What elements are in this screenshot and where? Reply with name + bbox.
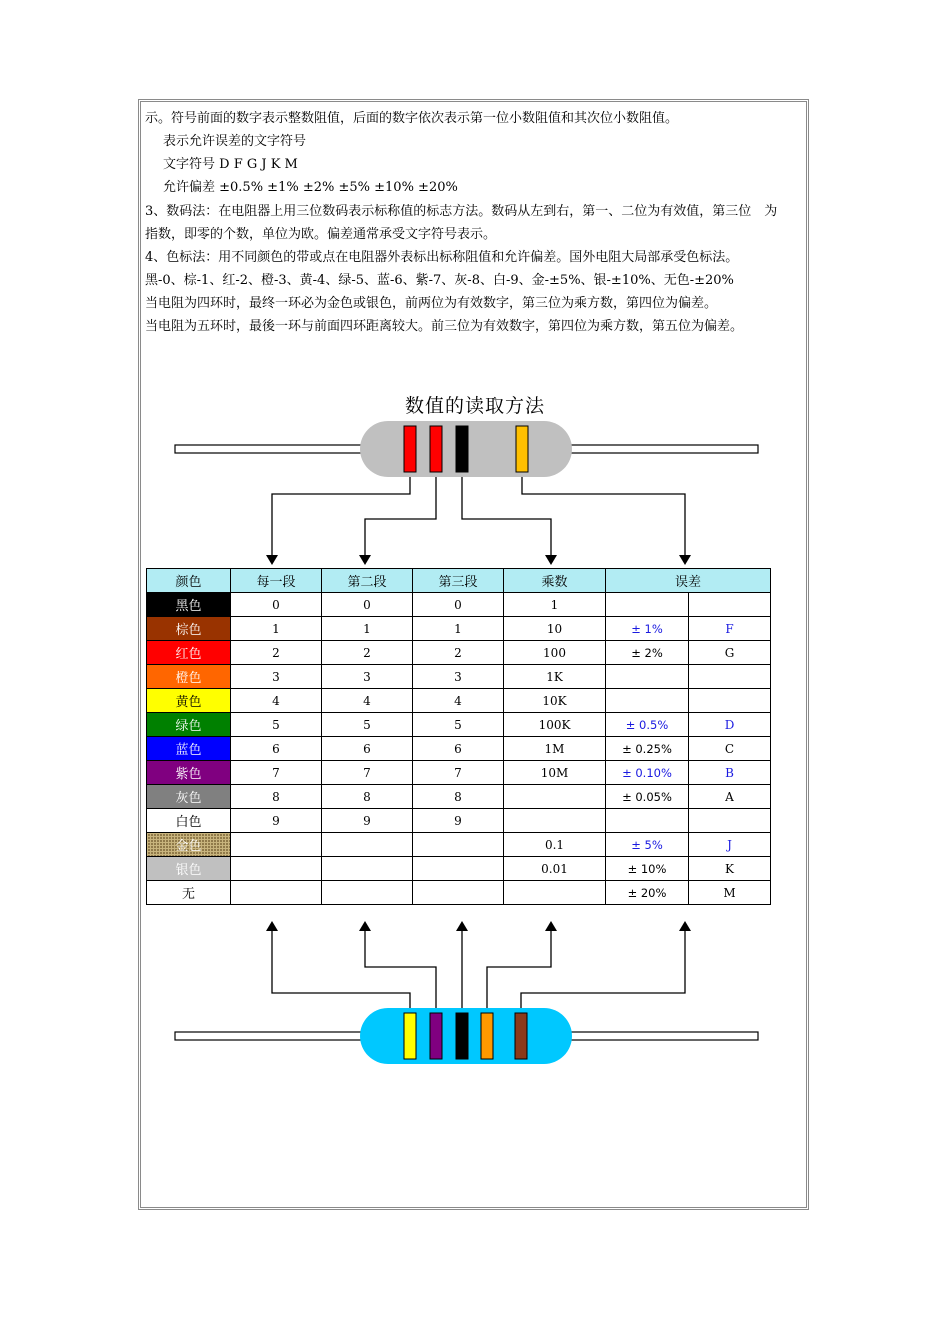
tolerance-code-cell: [689, 665, 771, 689]
table-row: [147, 641, 771, 665]
digit2-cell: 1: [322, 617, 413, 641]
tolerance-cell: ± 1%: [606, 617, 689, 641]
tolerance-cell: ± 0.5%: [606, 713, 689, 737]
digit3-cell: 9: [413, 809, 504, 833]
header-digit1: 每一段: [231, 569, 322, 593]
tolerance-code-cell: B: [689, 761, 771, 785]
multiplier-cell: 1K: [504, 665, 606, 689]
tolerance-code-cell: [689, 593, 771, 617]
text-line-4: 允许偏差 ±0.5% ±1% ±2% ±5% ±10% ±20%: [163, 180, 458, 195]
digit3-cell: 1: [413, 617, 504, 641]
digit3-cell: 0: [413, 593, 504, 617]
tolerance-cell: ± 2%: [606, 641, 689, 665]
tolerance-cell: ± 0.05%: [606, 785, 689, 809]
color-name-cell: 橙色: [147, 665, 231, 689]
multiplier-cell: [504, 785, 606, 809]
multiplier-cell: 10M: [504, 761, 606, 785]
tolerance-cell: ± 0.10%: [606, 761, 689, 785]
digit3-cell: [413, 857, 504, 881]
text-line-6: 指数，即零的个数，单位为欧。偏差通常承受文字符号表示。: [145, 227, 497, 242]
color-name-cell: 银色: [147, 857, 231, 881]
tolerance-cell: ± 20%: [606, 881, 689, 905]
digit2-cell: 2: [322, 641, 413, 665]
tolerance-cell: [606, 809, 689, 833]
table-header-row: [147, 569, 771, 593]
color-name-cell: 蓝色: [147, 737, 231, 761]
digit2-cell: 5: [322, 713, 413, 737]
table-row: [147, 857, 771, 881]
tolerance-code-cell: D: [689, 713, 771, 737]
color-name-cell: 黑色: [147, 593, 231, 617]
digit3-cell: 7: [413, 761, 504, 785]
digit3-cell: 8: [413, 785, 504, 809]
digit1-cell: 9: [231, 809, 322, 833]
multiplier-cell: 100K: [504, 713, 606, 737]
table-row: [147, 617, 771, 641]
multiplier-cell: 100: [504, 641, 606, 665]
color-name-cell: 白色: [147, 809, 231, 833]
color-code-table: [146, 568, 771, 905]
header-digit3: 第三段: [413, 569, 504, 593]
text-line-9: 当电阻为四环时，最终一环必为金色或银色，前两位为有效数字，第三位为乘方数，第四位为偏差。: [145, 296, 718, 311]
table-row: [147, 761, 771, 785]
digit1-cell: 7: [231, 761, 322, 785]
digit1-cell: 4: [231, 689, 322, 713]
color-name-cell: 绿色: [147, 713, 231, 737]
digit1-cell: 6: [231, 737, 322, 761]
digit3-cell: 3: [413, 665, 504, 689]
tolerance-cell: [606, 689, 689, 713]
tolerance-code-cell: M: [689, 881, 771, 905]
tolerance-cell: ± 0.25%: [606, 737, 689, 761]
table-row: [147, 785, 771, 809]
header-digit2: 第二段: [322, 569, 413, 593]
table-row: [147, 665, 771, 689]
text-line-8: 黑-0、棕-1、红-2、橙-3、黄-4、绿-5、蓝-6、紫-7、灰-8、白-9、金-±5%、银-±10%、无色-±20%: [145, 273, 734, 288]
digit3-cell: 6: [413, 737, 504, 761]
digit1-cell: 1: [231, 617, 322, 641]
digit3-cell: 2: [413, 641, 504, 665]
header-tolerance: 误差: [606, 569, 771, 593]
text-line-7: 4、色标法：用不同颜色的带或点在电阻器外表标出标称阻值和允许偏差。国外电阻大局部承受色标法。: [145, 250, 739, 265]
table-row: [147, 881, 771, 905]
tolerance-code-cell: G: [689, 641, 771, 665]
digit2-cell: 7: [322, 761, 413, 785]
digit2-cell: 6: [322, 737, 413, 761]
digit1-cell: [231, 881, 322, 905]
tolerance-code-cell: [689, 689, 771, 713]
text-line-3: 文字符号 D F G J K M: [163, 157, 298, 172]
tolerance-code-cell: K: [689, 857, 771, 881]
text-line-10: 当电阻为五环时，最後一环与前面四环距离较大。前三位为有效数字，第四位为乘方数，第五位为偏差。: [145, 319, 744, 334]
tolerance-cell: ± 5%: [606, 833, 689, 857]
table-row: [147, 689, 771, 713]
digit2-cell: 9: [322, 809, 413, 833]
multiplier-cell: [504, 809, 606, 833]
text-line-1: 示。符号前面的数字表示整数阻值，后面的数字依次表示第一位小数阻值和其次位小数阻值。: [145, 111, 679, 126]
color-name-cell: 红色: [147, 641, 231, 665]
tolerance-code-cell: F: [689, 617, 771, 641]
digit2-cell: [322, 857, 413, 881]
tolerance-code-cell: J: [689, 833, 771, 857]
digit2-cell: [322, 833, 413, 857]
color-name-cell: 紫色: [147, 761, 231, 785]
multiplier-cell: 10K: [504, 689, 606, 713]
header-color: 颜色: [147, 569, 231, 593]
digit1-cell: 0: [231, 593, 322, 617]
color-name-cell: 灰色: [147, 785, 231, 809]
digit1-cell: 8: [231, 785, 322, 809]
multiplier-cell: 10: [504, 617, 606, 641]
figure-title: 数值的读取方法: [404, 395, 545, 417]
table-body: [147, 593, 771, 905]
digit2-cell: 0: [322, 593, 413, 617]
color-name-cell: 棕色: [147, 617, 231, 641]
digit1-cell: [231, 857, 322, 881]
multiplier-cell: 1: [504, 593, 606, 617]
tolerance-code-cell: [689, 809, 771, 833]
multiplier-cell: 0.1: [504, 833, 606, 857]
digit1-cell: [231, 833, 322, 857]
text-line-5: 3、数码法：在电阻器上用三位数码表示标称值的标志方法。数码从左到右，第一、二位为有效值，第三位 为: [145, 204, 778, 219]
digit2-cell: [322, 881, 413, 905]
tolerance-cell: ± 10%: [606, 857, 689, 881]
digit3-cell: [413, 881, 504, 905]
digit2-cell: 3: [322, 665, 413, 689]
color-name-cell: 金色: [147, 833, 231, 857]
tolerance-cell: [606, 665, 689, 689]
digit3-cell: [413, 833, 504, 857]
color-name-cell: 无: [147, 881, 231, 905]
tolerance-code-cell: A: [689, 785, 771, 809]
table-row: [147, 809, 771, 833]
header-multiplier: 乘数: [504, 569, 606, 593]
table-row: [147, 737, 771, 761]
digit1-cell: 2: [231, 641, 322, 665]
table-row: [147, 833, 771, 857]
digit1-cell: 3: [231, 665, 322, 689]
text-line-2: 表示允许误差的文字符号: [163, 134, 307, 149]
multiplier-cell: [504, 881, 606, 905]
multiplier-cell: 1M: [504, 737, 606, 761]
digit3-cell: 4: [413, 689, 504, 713]
digit2-cell: 8: [322, 785, 413, 809]
digit1-cell: 5: [231, 713, 322, 737]
digit2-cell: 4: [322, 689, 413, 713]
tolerance-cell: [606, 593, 689, 617]
tolerance-code-cell: C: [689, 737, 771, 761]
digit3-cell: 5: [413, 713, 504, 737]
multiplier-cell: 0.01: [504, 857, 606, 881]
table-row: [147, 713, 771, 737]
table-row: [147, 593, 771, 617]
color-name-cell: 黄色: [147, 689, 231, 713]
